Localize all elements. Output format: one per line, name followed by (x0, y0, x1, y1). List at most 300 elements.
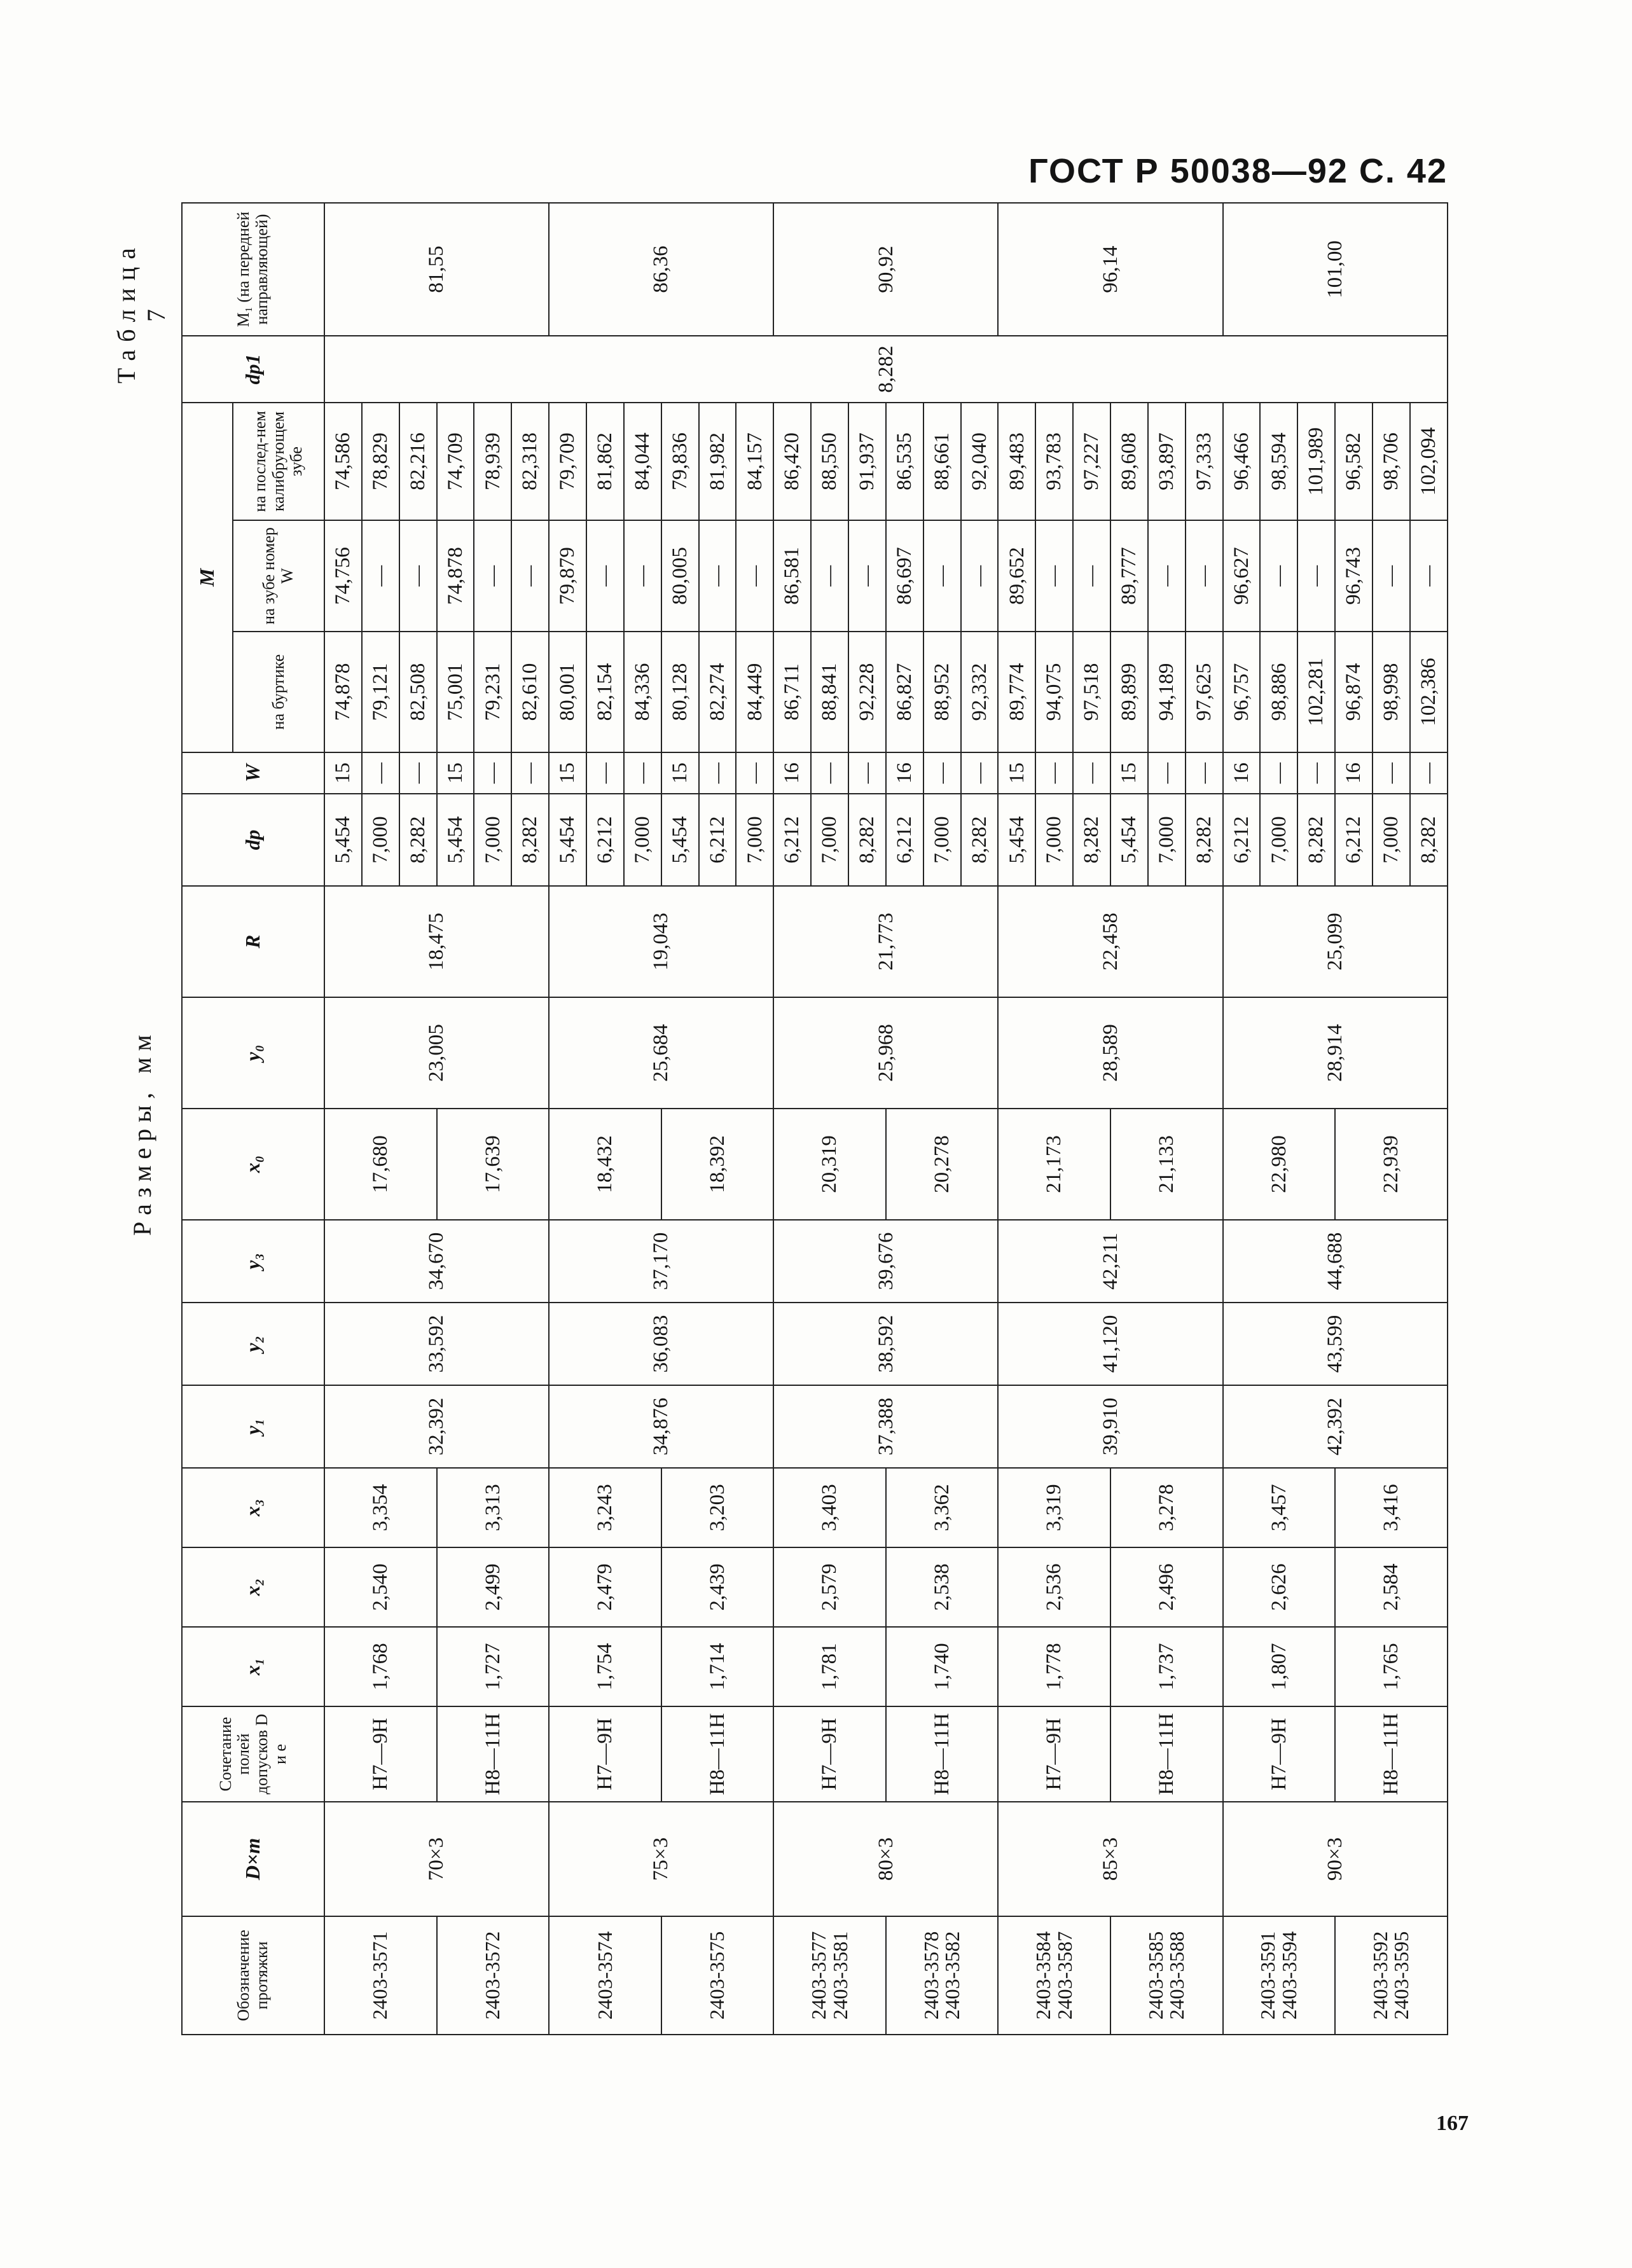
m1-cell: 101,00 (1223, 203, 1448, 336)
m-last-cell: 82,216 (399, 403, 437, 520)
y2-cell: 38,592 (773, 1303, 998, 1385)
r-cell: 19,043 (549, 886, 773, 997)
m-zub-cell: 74,756 (324, 520, 362, 632)
m1-cell: 81,55 (324, 203, 549, 336)
m-burt-cell: 86,711 (773, 632, 811, 752)
x1-cell: 1,768 (324, 1627, 437, 1706)
col-header-x1: x₁ (182, 1627, 324, 1706)
tolerance-cell: H7—9H (324, 1706, 437, 1802)
m-last-cell: 84,157 (736, 403, 773, 520)
m-last-cell: 88,661 (923, 403, 961, 520)
m-last-cell: 78,939 (474, 403, 511, 520)
dp-cell: 7,000 (1148, 794, 1186, 886)
m-zub-cell: — (624, 520, 661, 632)
col-header-y3: y₃ (182, 1220, 324, 1303)
y3-cell: 44,688 (1223, 1220, 1448, 1303)
x0-cell: 21,173 (998, 1109, 1110, 1220)
x1-cell: 1,765 (1335, 1627, 1448, 1706)
designation-code: 2403-3591 (1256, 1931, 1280, 2020)
r-cell: 22,458 (998, 886, 1222, 997)
m-zub-cell: — (362, 520, 399, 632)
col-header-y2: y₂ (182, 1303, 324, 1385)
rotated-table-frame (181, 204, 1447, 2035)
m-zub-cell: 74,878 (437, 520, 474, 632)
m1-cell: 96,14 (998, 203, 1222, 336)
dp-cell: 5,454 (998, 794, 1035, 886)
m-burt-cell: 102,281 (1297, 632, 1335, 752)
w-cell: — (923, 752, 961, 794)
designation-code: 2403-3582 (941, 1931, 964, 2020)
designation-cell (1223, 1916, 1336, 2035)
w-cell: — (699, 752, 736, 794)
designation-code: 2403-3584 (1032, 1931, 1055, 2020)
m-zub-cell: 96,743 (1335, 520, 1373, 632)
m-zub-cell: — (1148, 520, 1186, 632)
dp-cell: 8,282 (848, 794, 886, 886)
m-burt-cell: 74,878 (324, 632, 362, 752)
y3-cell: 37,170 (549, 1220, 773, 1303)
y0-cell: 25,684 (549, 997, 773, 1109)
m-last-cell: 96,582 (1335, 403, 1373, 520)
w-cell: — (1035, 752, 1073, 794)
m-last-cell: 92,040 (961, 403, 999, 520)
x2-cell: 2,540 (324, 1547, 437, 1627)
col-header-r: R (182, 886, 324, 997)
dp-cell: 7,000 (736, 794, 773, 886)
dp-cell: 7,000 (362, 794, 399, 886)
dxm-cell: 85×3 (998, 1802, 1222, 1916)
designation-code: 2403-3572 (481, 1931, 504, 2020)
dxm-cell: 80×3 (773, 1802, 998, 1916)
m-burt-cell: 86,827 (886, 632, 923, 752)
x2-cell: 2,479 (549, 1547, 661, 1627)
m-zub-cell: — (399, 520, 437, 632)
m-burt-cell: 88,952 (923, 632, 961, 752)
dp-cell: 6,212 (773, 794, 811, 886)
m-burt-cell: 84,336 (624, 632, 661, 752)
w-cell: — (848, 752, 886, 794)
w-cell: 15 (549, 752, 586, 794)
x1-cell: 1,740 (886, 1627, 999, 1706)
w-cell: — (811, 752, 848, 794)
tolerance-cell: H7—9H (549, 1706, 661, 1802)
m-burt-cell: 97,625 (1186, 632, 1223, 752)
y1-cell: 32,392 (324, 1385, 549, 1468)
m-last-cell: 98,594 (1260, 403, 1297, 520)
x3-cell: 3,457 (1223, 1468, 1336, 1547)
w-cell: 16 (1335, 752, 1373, 794)
w-cell: — (362, 752, 399, 794)
m-burt-cell: 92,332 (961, 632, 999, 752)
page-header-title: ГОСТ Р 50038—92 С. 42 (1028, 152, 1448, 190)
dp-cell: 5,454 (324, 794, 362, 886)
designation-code: 2403-3588 (1165, 1931, 1189, 2020)
dp-cell: 6,212 (586, 794, 624, 886)
w-cell: — (1410, 752, 1448, 794)
x3-cell: 3,403 (773, 1468, 886, 1547)
dp-cell: 8,282 (1186, 794, 1223, 886)
m-last-cell: 97,227 (1073, 403, 1110, 520)
designation-code: 2403-3594 (1277, 1931, 1301, 2020)
x0-cell: 22,939 (1335, 1109, 1448, 1220)
m-last-cell: 78,829 (362, 403, 399, 520)
x1-cell: 1,754 (549, 1627, 661, 1706)
w-cell: — (736, 752, 773, 794)
designation-cell (549, 1916, 661, 2035)
col-header-m-last: на послед-нем калибрующем зубе (233, 403, 324, 520)
m-zub-cell: — (848, 520, 886, 632)
col-header-m-zub: на зубе номер W (233, 520, 324, 632)
m-last-cell: 98,706 (1373, 403, 1410, 520)
w-cell: — (961, 752, 999, 794)
designation-code: 2403-3587 (1053, 1931, 1076, 2020)
dp-cell: 8,282 (1073, 794, 1110, 886)
m-zub-cell: — (474, 520, 511, 632)
x3-cell: 3,243 (549, 1468, 661, 1547)
m-burt-cell: 79,231 (474, 632, 511, 752)
m-burt-cell: 96,874 (1335, 632, 1373, 752)
dp-cell: 7,000 (1373, 794, 1410, 886)
dp-cell: 6,212 (1223, 794, 1261, 886)
m-zub-cell: 89,777 (1110, 520, 1148, 632)
dp1-cell: 8,282 (324, 336, 1448, 403)
w-cell: 15 (324, 752, 362, 794)
m-zub-cell: 80,005 (661, 520, 699, 632)
x1-cell: 1,727 (437, 1627, 550, 1706)
x2-cell: 2,536 (998, 1547, 1110, 1627)
m-zub-cell: — (586, 520, 624, 632)
dp-cell: 8,282 (961, 794, 999, 886)
x2-cell: 2,538 (886, 1547, 999, 1627)
x1-cell: 1,737 (1110, 1627, 1223, 1706)
m-zub-cell: — (699, 520, 736, 632)
m-last-cell: 89,483 (998, 403, 1035, 520)
table-container (181, 204, 1447, 2035)
dp-cell: 7,000 (811, 794, 848, 886)
designation-cell (998, 1916, 1110, 2035)
col-header-x0: x₀ (182, 1109, 324, 1220)
m-last-cell: 89,608 (1110, 403, 1148, 520)
m-zub-cell: — (1186, 520, 1223, 632)
m-last-cell: 84,044 (624, 403, 661, 520)
tolerance-cell: H7—9H (1223, 1706, 1336, 1802)
y0-cell: 28,589 (998, 997, 1222, 1109)
col-header-m: M (182, 403, 233, 752)
m-zub-cell: — (736, 520, 773, 632)
m-last-cell: 93,897 (1148, 403, 1186, 520)
table-row (1335, 203, 1373, 2035)
col-header-dp1: dp1 (182, 336, 324, 403)
m-zub-cell: — (1297, 520, 1335, 632)
x2-cell: 2,439 (661, 1547, 774, 1627)
m-burt-cell: 89,899 (1110, 632, 1148, 752)
col-header-designation: Обозначение протяжки (182, 1916, 324, 2035)
m-burt-cell: 98,886 (1260, 632, 1297, 752)
m-burt-cell: 84,449 (736, 632, 773, 752)
tolerance-cell: H7—9H (998, 1706, 1110, 1802)
w-cell: 15 (661, 752, 699, 794)
col-header-dxm: D×m (182, 1802, 324, 1916)
y2-cell: 33,592 (324, 1303, 549, 1385)
dxm-cell: 90×3 (1223, 1802, 1448, 1916)
col-header-y1: y₁ (182, 1385, 324, 1468)
m-zub-cell: — (1073, 520, 1110, 632)
m-last-cell: 86,420 (773, 403, 811, 520)
x3-cell: 3,313 (437, 1468, 550, 1547)
col-header-y0: y₀ (182, 997, 324, 1109)
designation-code: 2403-3577 (807, 1931, 830, 2020)
dp-cell: 8,282 (1410, 794, 1448, 886)
x2-cell: 2,579 (773, 1547, 886, 1627)
m-last-cell: 79,836 (661, 403, 699, 520)
m-zub-cell: — (511, 520, 549, 632)
table-row (1223, 203, 1261, 2035)
m-last-cell: 82,318 (511, 403, 549, 520)
y0-cell: 23,005 (324, 997, 549, 1109)
dp-cell: 7,000 (923, 794, 961, 886)
y1-cell: 37,388 (773, 1385, 998, 1468)
dp-cell: 6,212 (699, 794, 736, 886)
w-cell: — (1186, 752, 1223, 794)
dp-cell: 5,454 (661, 794, 699, 886)
r-cell: 25,099 (1223, 886, 1448, 997)
m-last-cell: 86,535 (886, 403, 923, 520)
x1-cell: 1,807 (1223, 1627, 1336, 1706)
dp-cell: 5,454 (1110, 794, 1148, 886)
w-cell: — (399, 752, 437, 794)
dxm-cell: 70×3 (324, 1802, 549, 1916)
w-cell: — (624, 752, 661, 794)
table-row (1110, 203, 1148, 2035)
m-zub-cell: — (1035, 520, 1073, 632)
m-zub-cell: 96,627 (1223, 520, 1261, 632)
m-last-cell: 79,709 (549, 403, 586, 520)
dp-cell: 8,282 (511, 794, 549, 886)
w-cell: — (511, 752, 549, 794)
m-burt-cell: 88,841 (811, 632, 848, 752)
tolerance-cell: H8—11H (437, 1706, 550, 1802)
m-burt-cell: 82,508 (399, 632, 437, 752)
y2-cell: 43,599 (1223, 1303, 1448, 1385)
x0-cell: 18,392 (661, 1109, 774, 1220)
m-burt-cell: 82,274 (699, 632, 736, 752)
m-burt-cell: 89,774 (998, 632, 1035, 752)
w-cell: — (474, 752, 511, 794)
dp-cell: 5,454 (437, 794, 474, 886)
y1-cell: 34,876 (549, 1385, 773, 1468)
x1-cell: 1,714 (661, 1627, 774, 1706)
r-cell: 21,773 (773, 886, 998, 997)
dp-cell: 7,000 (474, 794, 511, 886)
x3-cell: 3,319 (998, 1468, 1110, 1547)
w-cell: 16 (773, 752, 811, 794)
m-burt-cell: 75,001 (437, 632, 474, 752)
tolerance-cell: H8—11H (1110, 1706, 1223, 1802)
x0-cell: 21,133 (1110, 1109, 1223, 1220)
m-burt-cell: 94,189 (1148, 632, 1186, 752)
y1-cell: 42,392 (1223, 1385, 1448, 1468)
table-caption: Таблица 7 (112, 240, 170, 384)
m1-cell: 86,36 (549, 203, 773, 336)
x3-cell: 3,362 (886, 1468, 999, 1547)
m-zub-cell: 86,581 (773, 520, 811, 632)
dp-cell: 8,282 (1297, 794, 1335, 886)
w-cell: — (1073, 752, 1110, 794)
y2-cell: 41,120 (998, 1303, 1222, 1385)
m-last-cell: 74,586 (324, 403, 362, 520)
r-cell: 18,475 (324, 886, 549, 997)
y3-cell: 39,676 (773, 1220, 998, 1303)
y3-cell: 34,670 (324, 1220, 549, 1303)
x1-cell: 1,781 (773, 1627, 886, 1706)
m-last-cell: 81,862 (586, 403, 624, 520)
y0-cell: 28,914 (1223, 997, 1448, 1109)
designation-code: 2403-3575 (705, 1931, 729, 2020)
col-header-tolerance: Сочетание полей допусков D и e (182, 1706, 324, 1802)
m-zub-cell: — (1260, 520, 1297, 632)
m-last-cell: 96,466 (1223, 403, 1261, 520)
m-last-cell: 91,937 (848, 403, 886, 520)
m-burt-cell: 80,001 (549, 632, 586, 752)
w-cell: — (1260, 752, 1297, 794)
w-cell: 15 (998, 752, 1035, 794)
x0-cell: 20,319 (773, 1109, 886, 1220)
m-burt-cell: 82,154 (586, 632, 624, 752)
x2-cell: 2,496 (1110, 1547, 1223, 1627)
w-cell: — (1297, 752, 1335, 794)
y0-cell: 25,968 (773, 997, 998, 1109)
w-cell: 16 (886, 752, 923, 794)
dp-cell: 7,000 (1260, 794, 1297, 886)
dp-cell: 6,212 (886, 794, 923, 886)
m-burt-cell: 79,121 (362, 632, 399, 752)
x3-cell: 3,416 (1335, 1468, 1448, 1547)
dxm-cell: 75×3 (549, 1802, 773, 1916)
m-burt-cell: 80,128 (661, 632, 699, 752)
m-zub-cell: 79,879 (549, 520, 586, 632)
designation-code: 2403-3571 (368, 1931, 392, 2020)
table-row (998, 203, 1035, 2035)
col-header-x3: x₃ (182, 1468, 324, 1547)
m-burt-cell: 98,998 (1373, 632, 1410, 752)
designation-code: 2403-3595 (1390, 1931, 1413, 2020)
col-header-m1: M₁ (на передней направляющей) (182, 203, 324, 336)
x1-cell: 1,778 (998, 1627, 1110, 1706)
col-header-w: W (182, 752, 324, 794)
units-caption: Размеры, мм (128, 1028, 156, 1236)
m-zub-cell: 89,652 (998, 520, 1035, 632)
page-number: 167 (1436, 2112, 1469, 2135)
m-zub-cell: 86,697 (886, 520, 923, 632)
designation-code: 2403-3578 (919, 1931, 943, 2020)
designation-cell (1335, 1916, 1448, 2035)
m-zub-cell: — (1373, 520, 1410, 632)
dp-cell: 7,000 (624, 794, 661, 886)
tolerance-cell: H8—11H (886, 1706, 999, 1802)
w-cell: 15 (437, 752, 474, 794)
m-last-cell: 93,783 (1035, 403, 1073, 520)
col-header-dp: dp (182, 794, 324, 886)
x3-cell: 3,278 (1110, 1468, 1223, 1547)
w-cell: — (1373, 752, 1410, 794)
dp-cell: 7,000 (1035, 794, 1073, 886)
m1-cell: 90,92 (773, 203, 998, 336)
dp-cell: 8,282 (399, 794, 437, 886)
tolerance-cell: H8—11H (661, 1706, 774, 1802)
x0-cell: 17,639 (437, 1109, 550, 1220)
designation-code: 2403-3585 (1144, 1931, 1167, 2020)
m-zub-cell: — (961, 520, 999, 632)
designation-cell (1110, 1916, 1223, 2035)
m-burt-cell: 97,518 (1073, 632, 1110, 752)
x2-cell: 2,584 (1335, 1547, 1448, 1627)
col-header-x2: x₂ (182, 1547, 324, 1627)
y2-cell: 36,083 (549, 1303, 773, 1385)
m-last-cell: 88,550 (811, 403, 848, 520)
x0-cell: 20,278 (886, 1109, 999, 1220)
dp-cell: 5,454 (549, 794, 586, 886)
designation-cell (661, 1916, 774, 2035)
designation-cell (437, 1916, 550, 2035)
m-last-cell: 74,709 (437, 403, 474, 520)
designation-cell (773, 1916, 886, 2035)
tolerance-cell: H8—11H (1335, 1706, 1448, 1802)
m-burt-cell: 92,228 (848, 632, 886, 752)
x2-cell: 2,626 (1223, 1547, 1336, 1627)
x2-cell: 2,499 (437, 1547, 550, 1627)
m-burt-cell: 96,757 (1223, 632, 1261, 752)
designation-code: 2403-3574 (593, 1931, 616, 2020)
m-burt-cell: 94,075 (1035, 632, 1073, 752)
m-last-cell: 97,333 (1186, 403, 1223, 520)
x3-cell: 3,203 (661, 1468, 774, 1547)
w-cell: — (1148, 752, 1186, 794)
m-zub-cell: — (1410, 520, 1448, 632)
y1-cell: 39,910 (998, 1385, 1222, 1468)
w-cell: — (586, 752, 624, 794)
m-burt-cell: 82,610 (511, 632, 549, 752)
m-burt-cell: 102,386 (1410, 632, 1448, 752)
m-last-cell: 102,094 (1410, 403, 1448, 520)
table-row (549, 203, 586, 2035)
tolerance-cell: H7—9H (773, 1706, 886, 1802)
x0-cell: 17,680 (324, 1109, 437, 1220)
w-cell: 15 (1110, 752, 1148, 794)
m-last-cell: 101,989 (1297, 403, 1335, 520)
col-header-m-burt: на буртике (233, 632, 324, 752)
y3-cell: 42,211 (998, 1220, 1222, 1303)
x3-cell: 3,354 (324, 1468, 437, 1547)
m-zub-cell: — (811, 520, 848, 632)
table-row (886, 203, 923, 2035)
dp-cell: 6,212 (1335, 794, 1373, 886)
designation-code: 2403-3592 (1368, 1931, 1392, 2020)
table-body (324, 203, 1448, 2035)
w-cell: 16 (1223, 752, 1261, 794)
table-row (324, 203, 362, 2035)
x0-cell: 22,980 (1223, 1109, 1336, 1220)
table-row (661, 203, 699, 2035)
designation-code: 2403-3581 (828, 1931, 852, 2020)
table-row (773, 203, 811, 2035)
designation-cell (886, 1916, 999, 2035)
table-row (437, 203, 474, 2035)
m-zub-cell: — (923, 520, 961, 632)
m-last-cell: 81,982 (699, 403, 736, 520)
dimensions-table (181, 202, 1448, 2035)
designation-cell (324, 1916, 437, 2035)
x0-cell: 18,432 (549, 1109, 661, 1220)
